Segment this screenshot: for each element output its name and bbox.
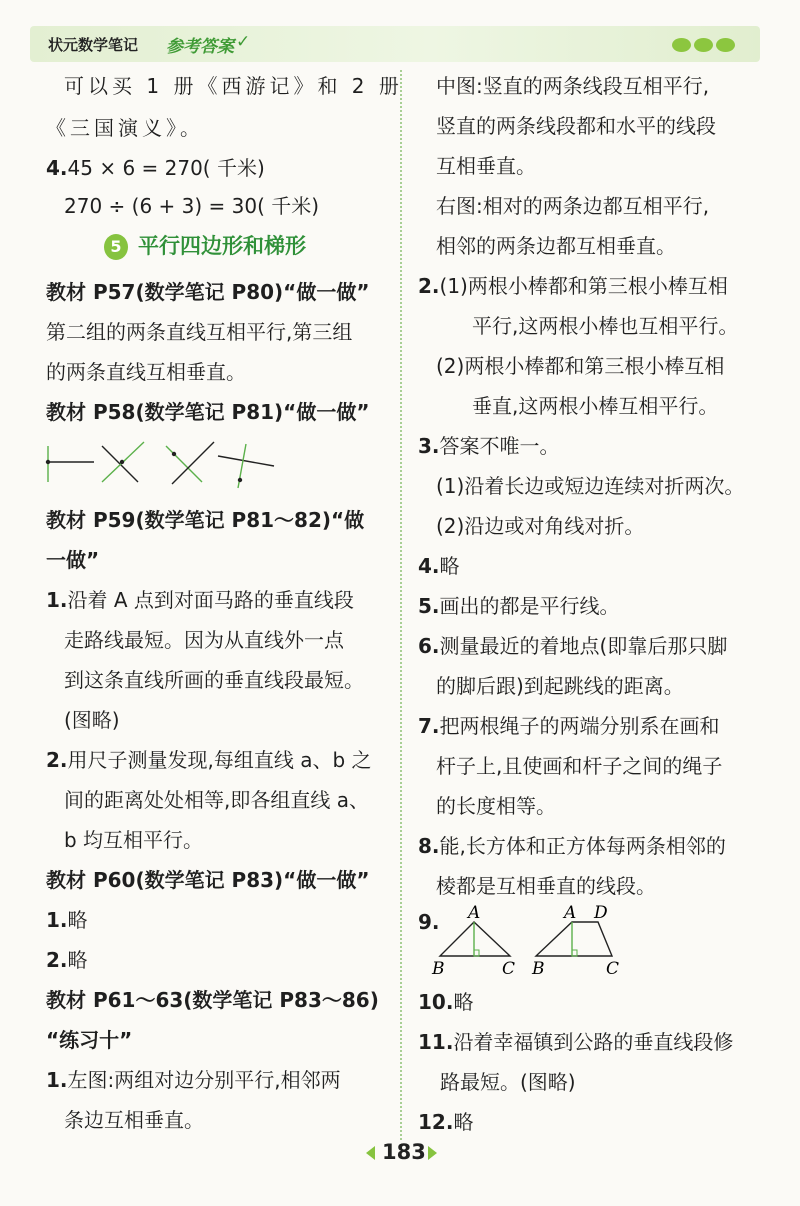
item-number: 3.	[418, 434, 440, 458]
triangle-figure	[431, 903, 515, 979]
right-line-5: 相邻的两条边都互相垂直。	[436, 234, 676, 258]
perpendicular-figures	[42, 440, 292, 492]
item-number: 9.	[418, 910, 440, 934]
item-text: 略	[439, 554, 460, 578]
item-number: 5.	[418, 594, 440, 618]
problem-4	[46, 158, 265, 178]
figure-2	[102, 442, 144, 482]
textbook-heading-p61-line-1: 教材 P61～63(数学笔记 P83～86)	[46, 988, 379, 1012]
figure-4	[218, 444, 274, 488]
page-arrow-right-icon	[428, 1146, 437, 1160]
label-b: B	[532, 959, 545, 979]
textbook-heading-p61-line-2: “练习十”	[46, 1028, 133, 1052]
dot-icon	[716, 38, 735, 52]
item-text: 答案不唯一。	[439, 434, 560, 458]
p60-item-2	[46, 950, 88, 970]
item-number: 4.	[46, 156, 68, 180]
exercise-item-2-line-2: 平行,这两根小棒也互相平行。	[472, 314, 739, 338]
item-number: 7.	[418, 714, 440, 738]
item-text: 略	[67, 908, 88, 932]
exercise-item-3-line-2: (1)沿着长边或短边连续对折两次。	[436, 474, 745, 498]
item-text: (1)两根小棒都和第三根小棒互相	[439, 274, 728, 298]
item-text: 略	[453, 990, 474, 1014]
problem-4-step: 270 ÷ (6 + 3) = 30( 千米)	[64, 194, 320, 218]
exercise-item-7-line-3: 的长度相等。	[436, 794, 556, 818]
right-line-4: 右图:相对的两条边都互相平行,	[436, 194, 710, 218]
item-text: 用尺子测量发现,每组直线 a、b 之	[67, 748, 372, 772]
book-title: 状元数学笔记	[48, 36, 139, 54]
exercise-item-3-line-3: (2)沿边或对角线对折。	[436, 514, 645, 538]
figure-1	[46, 446, 94, 482]
section-number-badge: 5	[104, 234, 128, 260]
p59-item-1-line-3: 到这条直线所画的垂直线段最短。	[64, 668, 364, 692]
p59-item-2	[46, 750, 372, 770]
textbook-heading-p59-line-1: 教材 P59(数学笔记 P81～82)“做	[46, 508, 365, 532]
check-icon: ✓	[236, 32, 251, 52]
item-number: 10.	[418, 990, 454, 1014]
dot-icon	[694, 38, 713, 52]
header-dots	[672, 37, 738, 56]
item-text: 画出的都是平行线。	[439, 594, 620, 618]
exercise-item-1	[46, 1070, 341, 1090]
exercise-item-5	[418, 596, 620, 616]
p59-item-2-line-3: b 均互相平行。	[64, 828, 204, 852]
item-text: 测量最近的着地点(即靠后那只脚	[439, 634, 728, 658]
exercise-item-8-line-2: 棱都是互相垂直的线段。	[436, 874, 656, 898]
item-number: 4.	[418, 554, 440, 578]
textbook-heading-p59-line-2: 一做”	[46, 548, 100, 572]
section-title: 平行四边形和梯形	[138, 234, 306, 258]
item-number: 1.	[46, 908, 68, 932]
column-divider	[400, 70, 402, 1140]
item-text: 能,长方体和正方体每两条相邻的	[439, 834, 726, 858]
item-number: 1.	[46, 588, 68, 612]
label-b: B	[432, 959, 445, 979]
exercise-item-6-line-2: 的脚后跟)到起跳线的距离。	[436, 674, 684, 698]
exercise-item-2-line-3: (2)两根小棒都和第三根小棒互相	[436, 354, 725, 378]
label-a: A	[468, 903, 481, 923]
p60-item-1	[46, 910, 88, 930]
exercise-item-11-line-2: 路最短。(图略)	[440, 1070, 576, 1094]
item-number: 1.	[46, 1068, 68, 1092]
exercise-item-3	[418, 436, 560, 456]
label-c: C	[606, 959, 620, 979]
p59-item-2-line-2: 间的距离处处相等,即各组直线 a、	[64, 788, 369, 812]
page-number: 183	[382, 1140, 426, 1164]
left-line-2: 《三国演义》。	[46, 116, 204, 140]
exercise-item-1-line-2: 条边互相垂直。	[64, 1108, 204, 1132]
exercise-item-12	[418, 1112, 473, 1132]
right-line-3: 互相垂直。	[436, 154, 536, 178]
label-c: C	[502, 959, 516, 979]
height-figures	[428, 902, 648, 978]
left-line-1: 可以买 1 册《西游记》和 2 册	[64, 74, 403, 98]
item-text: 把两根绳子的两端分别系在画和	[439, 714, 720, 738]
exercise-item-8	[418, 836, 726, 856]
exercise-item-2-line-4: 垂直,这两根小棒互相平行。	[472, 394, 719, 418]
p59-item-1-line-2: 走路线最短。因为从直线外一点	[64, 628, 344, 652]
textbook-heading-p60: 教材 P60(数学笔记 P83)“做一做”	[46, 868, 370, 892]
item-text: 45 × 6 = 270( 千米)	[67, 156, 265, 180]
exercise-item-4	[418, 556, 460, 576]
p57-answer-line-2: 的两条直线互相垂直。	[46, 360, 246, 384]
answer-label: 参考答案	[166, 37, 234, 57]
p59-item-1	[46, 590, 354, 610]
figure-3	[166, 442, 214, 484]
item-text: 沿着幸福镇到公路的垂直线段修	[453, 1030, 734, 1054]
label-a: A	[564, 903, 577, 923]
exercise-item-7	[418, 716, 720, 736]
trapezoid-figure	[531, 903, 619, 979]
textbook-heading-p57: 教材 P57(数学笔记 P80)“做一做”	[46, 280, 370, 304]
item-text: 略	[67, 948, 88, 972]
page-arrow-left-icon	[366, 1146, 375, 1160]
item-number: 2.	[418, 274, 440, 298]
item-number: 12.	[418, 1110, 454, 1134]
exercise-item-2	[418, 276, 728, 296]
exercise-item-6	[418, 636, 727, 656]
header-bar	[30, 26, 760, 62]
exercise-item-10	[418, 992, 473, 1012]
right-line-1: 中图:竖直的两条线段互相平行,	[436, 74, 710, 98]
exercise-item-7-line-2: 杆子上,且使画和杆子之间的绳子	[436, 754, 723, 778]
label-d: D	[594, 903, 608, 923]
item-number: 2.	[46, 748, 68, 772]
p57-answer-line-1: 第二组的两条直线互相平行,第三组	[46, 320, 353, 344]
dot-icon	[672, 38, 691, 52]
item-number: 11.	[418, 1030, 454, 1054]
exercise-item-11	[418, 1032, 733, 1052]
textbook-heading-p58: 教材 P58(数学笔记 P81)“做一做”	[46, 400, 370, 424]
right-line-2: 竖直的两条线段都和水平的线段	[436, 114, 716, 138]
item-number: 8.	[418, 834, 440, 858]
item-number: 6.	[418, 634, 440, 658]
item-text: 略	[453, 1110, 474, 1134]
p59-item-1-line-4: (图略)	[64, 708, 120, 732]
item-number: 2.	[46, 948, 68, 972]
item-text: 沿着 A 点到对面马路的垂直线段	[67, 588, 354, 612]
item-text: 左图:两组对边分别平行,相邻两	[67, 1068, 341, 1092]
